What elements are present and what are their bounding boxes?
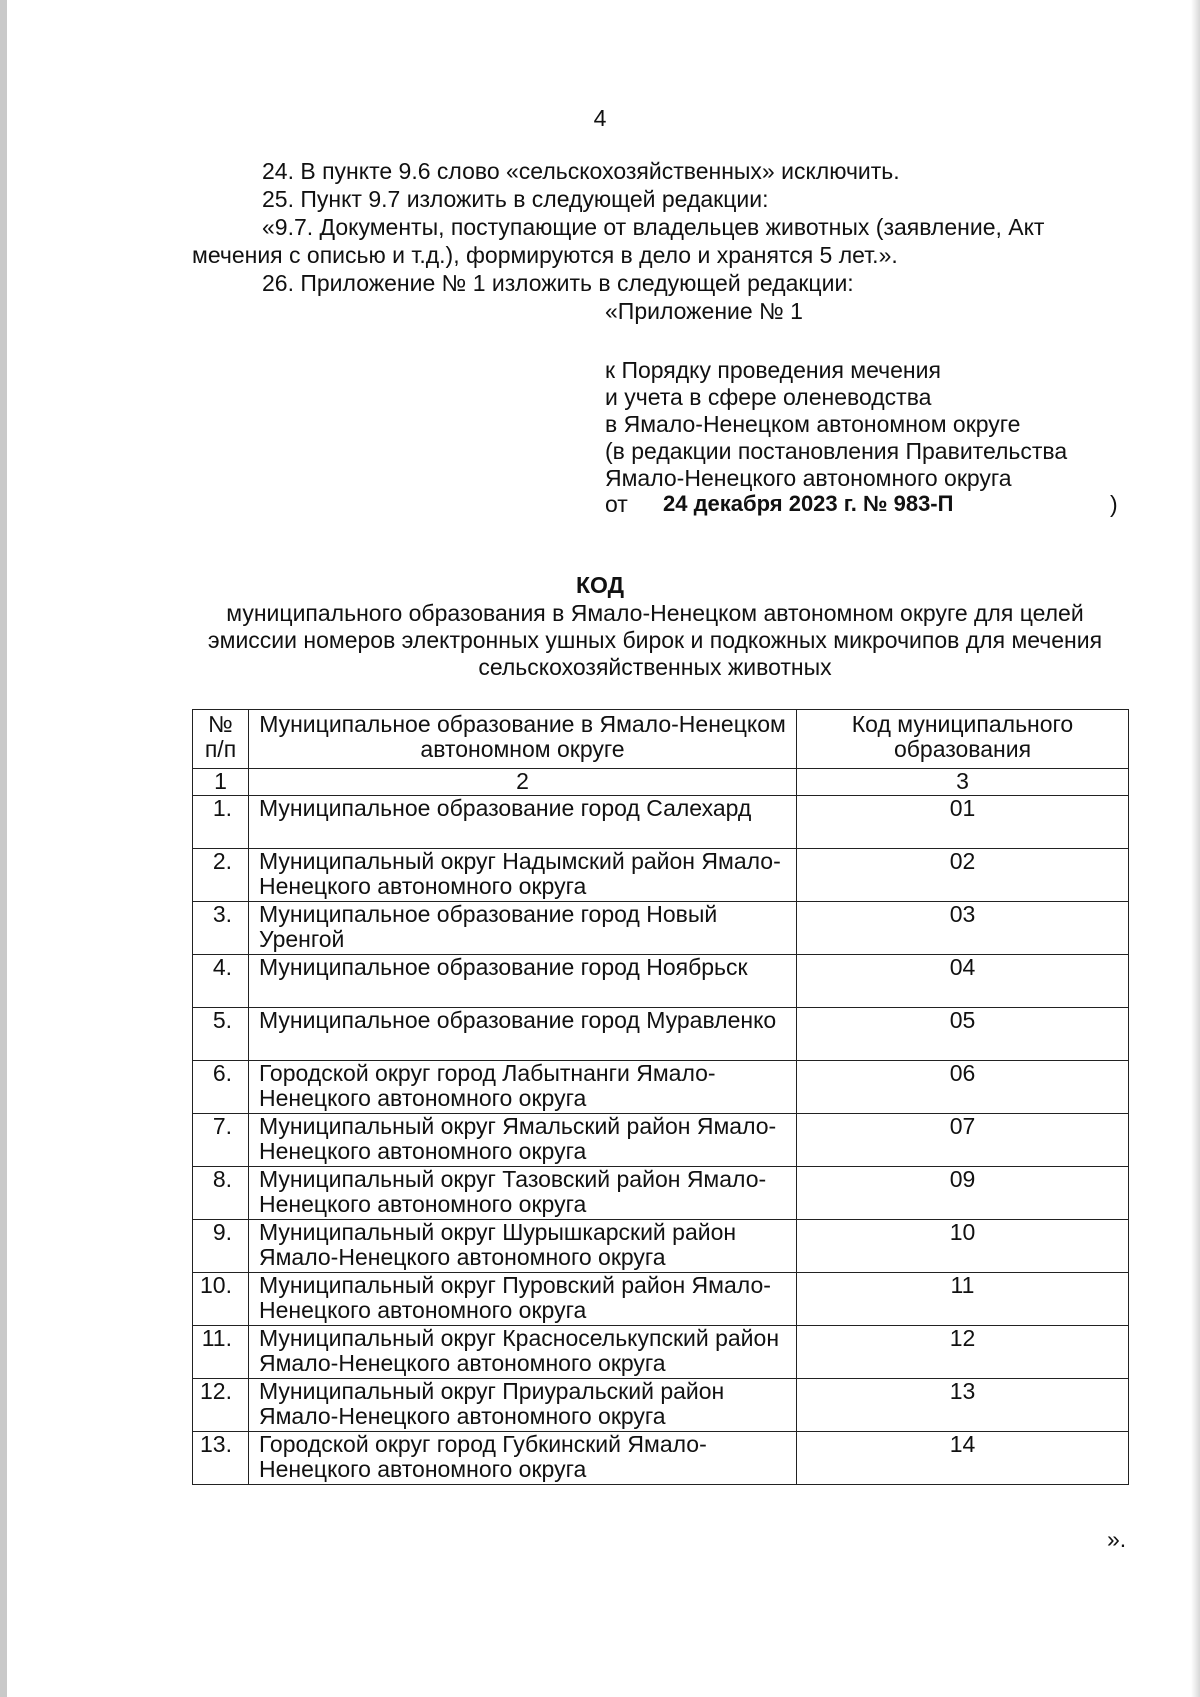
column-number: 1 — [193, 769, 249, 796]
row-number: 6. — [193, 1061, 249, 1114]
row-code: 03 — [797, 902, 1129, 955]
table-body — [193, 769, 1129, 1485]
date-prefix: от — [605, 491, 628, 517]
table-row — [193, 955, 1129, 1008]
row-municipality: Муниципальное образование город Муравленко — [249, 1008, 797, 1061]
row-code: 02 — [797, 849, 1129, 902]
row-number: 13. — [193, 1432, 249, 1485]
row-code: 14 — [797, 1432, 1129, 1485]
header-number: № п/п — [193, 710, 249, 769]
row-code: 06 — [797, 1061, 1129, 1114]
row-number: 11. — [193, 1326, 249, 1379]
row-municipality: Муниципальное образование город Ноябрьск — [249, 955, 797, 1008]
row-number: 4. — [193, 955, 249, 1008]
appendix-line: в Ямало-Ненецком автономном округе — [605, 411, 1021, 437]
row-code: 12 — [797, 1326, 1129, 1379]
municipal-codes-table — [192, 709, 1129, 1485]
appendix-heading: «Приложение № 1 — [605, 298, 803, 324]
appendix-line: (в редакции постановления Правительства — [605, 438, 1068, 464]
row-code: 11 — [797, 1273, 1129, 1326]
paragraph-9-7-line2: мечения с описью и т.д.), формируются в дело и хранятся 5 лет.». — [192, 242, 898, 268]
row-number: 3. — [193, 902, 249, 955]
row-municipality: Муниципальный округ Ямальский район Ямало-Ненецкого автономного округа — [249, 1114, 797, 1167]
row-number: 2. — [193, 849, 249, 902]
row-number: 1. — [193, 796, 249, 849]
table-header-row — [193, 710, 1129, 769]
row-municipality: Муниципальное образование город Новый Уренгой — [249, 902, 797, 955]
row-code: 07 — [797, 1114, 1129, 1167]
row-municipality: Муниципальный округ Надымский район Ямало-Ненецкого автономного округа — [249, 849, 797, 902]
document-subtitle: муниципального образования в Ямало-Ненецком автономном округе для целей эмиссии номеров электронных ушных бирок и подкожных микрочипов для мечения сельскохозяйственных животных — [207, 600, 1103, 680]
column-number: 3 — [797, 769, 1129, 796]
row-number: 10. — [193, 1273, 249, 1326]
row-number: 8. — [193, 1167, 249, 1220]
row-code: 10 — [797, 1220, 1129, 1273]
date-value: 24 декабря 2023 г. № 983-П — [663, 491, 954, 516]
row-municipality: Муниципальный округ Приуральский район Ямало-Ненецкого автономного округа — [249, 1379, 797, 1432]
appendix-line: Ямало-Ненецкого автономного округа — [605, 465, 1012, 491]
row-number: 12. — [193, 1379, 249, 1432]
table-row — [193, 849, 1129, 902]
row-municipality: Муниципальный округ Красноселькупский район Ямало-Ненецкого автономного округа — [249, 1326, 797, 1379]
row-code: 13 — [797, 1379, 1129, 1432]
table-row — [193, 1114, 1129, 1167]
column-number-row — [193, 769, 1129, 796]
appendix-line: к Порядку проведения мечения — [605, 357, 941, 383]
table-row — [193, 1220, 1129, 1273]
table-row — [193, 1008, 1129, 1061]
table-row — [193, 1326, 1129, 1379]
row-municipality: Муниципальный округ Шурышкарский район Ямало-Ненецкого автономного округа — [249, 1220, 797, 1273]
row-number: 7. — [193, 1114, 249, 1167]
appendix-line: и учета в сфере оленеводства — [605, 384, 932, 410]
table-row — [193, 902, 1129, 955]
table-row — [193, 1432, 1129, 1485]
paragraph-25: 25. Пункт 9.7 изложить в следующей редакции: — [262, 186, 769, 212]
row-code: 04 — [797, 955, 1129, 1008]
column-number: 2 — [249, 769, 797, 796]
header-municipality: Муниципальное образование в Ямало-Ненецком автономном округе — [249, 710, 797, 769]
closing-mark: ». — [1107, 1526, 1127, 1552]
table-row — [193, 796, 1129, 849]
table-row — [193, 1273, 1129, 1326]
row-number: 9. — [193, 1220, 249, 1273]
date-close: ) — [1110, 491, 1118, 517]
paragraph-26: 26. Приложение № 1 изложить в следующей редакции: — [262, 270, 854, 296]
row-code: 09 — [797, 1167, 1129, 1220]
document-title: КОД — [575, 572, 624, 598]
scan-right-edge — [1191, 0, 1200, 1697]
table-row — [193, 1167, 1129, 1220]
paragraph-24: 24. В пункте 9.6 слово «сельскохозяйственных» исключить. — [262, 158, 900, 184]
table-row — [193, 1379, 1129, 1432]
row-code: 01 — [797, 796, 1129, 849]
page-number: 4 — [593, 105, 607, 131]
appendix-date-line — [605, 491, 1118, 517]
row-code: 05 — [797, 1008, 1129, 1061]
appendix-block — [605, 357, 1067, 492]
row-number: 5. — [193, 1008, 249, 1061]
row-municipality: Городской округ город Губкинский Ямало-Ненецкого автономного округа — [249, 1432, 797, 1485]
header-code: Код муниципального образования — [797, 710, 1129, 769]
row-municipality: Муниципальное образование город Салехард — [249, 796, 797, 849]
row-municipality: Муниципальный округ Тазовский район Ямало-Ненецкого автономного округа — [249, 1167, 797, 1220]
row-municipality: Муниципальный округ Пуровский район Ямало-Ненецкого автономного округа — [249, 1273, 797, 1326]
paragraph-9-7-line1: «9.7. Документы, поступающие от владельцев животных (заявление, Акт — [262, 214, 1045, 240]
row-municipality: Городской округ город Лабытнанги Ямало-Ненецкого автономного округа — [249, 1061, 797, 1114]
table-row — [193, 1061, 1129, 1114]
scan-left-edge — [0, 0, 7, 1697]
